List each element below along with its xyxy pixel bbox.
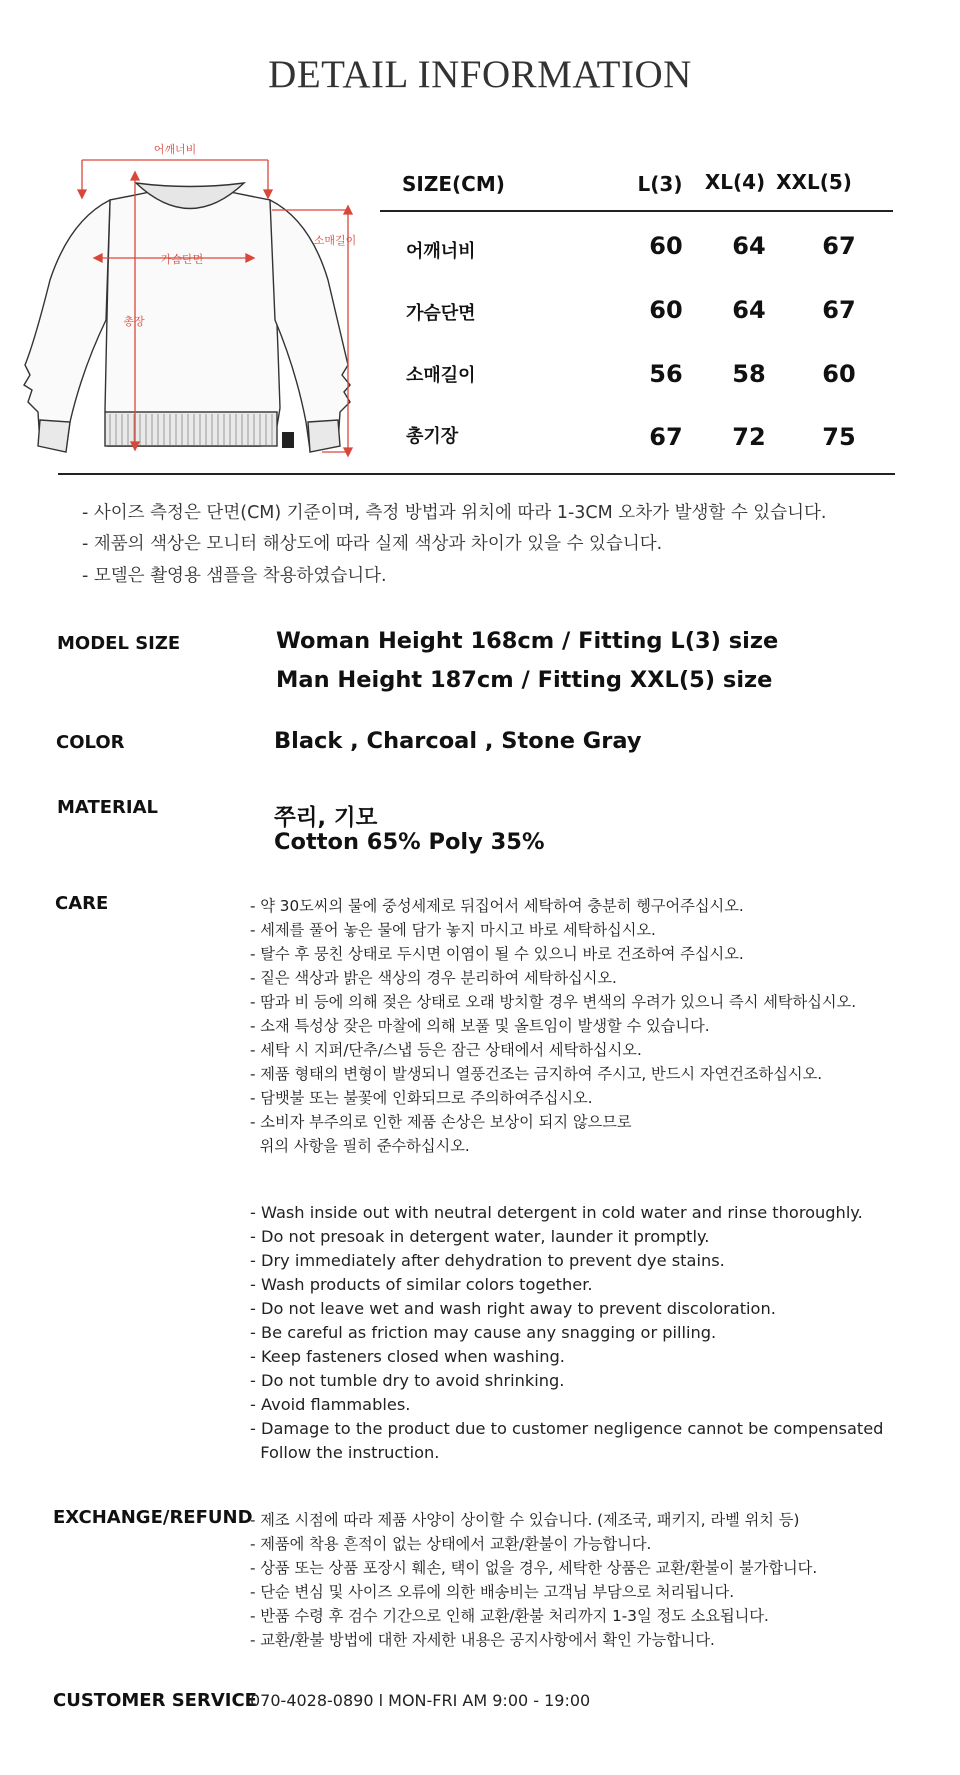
sweatshirt-diagram [10,143,370,470]
care-label: CARE [55,893,109,914]
row-label-shoulder: 어깨너비 [406,241,476,262]
care-ko-line: - 제품 형태의 변형이 발생되니 열풍건조는 금지하여 주시고, 반드시 자연건조하십시오. [250,1065,823,1083]
care-ko-line: 위의 사항을 필히 준수하십시오. [250,1137,470,1155]
material-label: MATERIAL [57,797,158,818]
exchange-line: - 상품 또는 상품 포장시 훼손, 택이 없을 경우, 세탁한 상품은 교환/환불이 불가합니다. [250,1559,818,1577]
note-line: - 사이즈 측정은 단면(CM) 기준이며, 측정 방법과 위치에 따라 1-3CM 오차가 발생할 수 있습니다. [82,503,827,523]
color-value: Black , Charcoal , Stone Gray [274,728,642,754]
care-ko-line: - 소재 특성상 잦은 마찰에 의해 보풀 및 올트임이 발생할 수 있습니다. [250,1017,710,1035]
care-ko-line: - 짙은 색상과 밝은 색상의 경우 분리하여 세탁하십시오. [250,969,617,987]
care-ko-line: - 땀과 비 등에 의해 젖은 상태로 오래 방치할 경우 변색의 우려가 있으니 즉시 세탁하십시오. [250,993,857,1011]
care-ko-line: - 세탁 시 지퍼/단추/스냅 등은 잠근 상태에서 세탁하십시오. [250,1041,642,1059]
care-ko-line: - 소비자 부주의로 인한 제품 손상은 보상이 되지 않으므로 [250,1113,632,1131]
exchange-line: - 제조 시점에 따라 제품 사양이 상이할 수 있습니다. (제조국, 패키지, 라벨 위치 등) [250,1511,800,1529]
care-en-line: - Wash products of similar colors together. [250,1275,593,1294]
cell-chest-l: 60 [649,296,683,324]
cell-shoulder-xxl: 67 [822,232,856,260]
note-line: - 모델은 촬영용 샘플을 착용하였습니다. [82,566,387,586]
size-xl: XL(4) [704,170,766,194]
care-en-line: Follow the instruction. [250,1443,440,1462]
material-line: Cotton 65% Poly 35% [274,829,545,855]
cell-length-xl: 72 [732,423,766,451]
cell-shoulder-xl: 64 [732,232,766,260]
shoulder-measure-label: 어깨너비 [153,143,197,156]
care-en-line: - Keep fasteners closed when washing. [250,1347,565,1366]
care-ko-line: - 탈수 후 뭉친 상태로 두시면 이염이 될 수 있으니 바로 건조하여 주십시오. [250,945,744,963]
care-en-line: - Avoid flammables. [250,1395,411,1414]
exchange-line: - 교환/환불 방법에 대한 자세한 내용은 공지사항에서 확인 가능합니다. [250,1631,715,1649]
care-en-line: - Do not presoak in detergent water, launder it promptly. [250,1227,710,1246]
customer-service-label: CUSTOMER SERVICE [53,1690,257,1711]
chest-measure-label: 가슴단면 [160,253,204,266]
care-en-line: - Do not tumble dry to avoid shrinking. [250,1371,565,1390]
cell-length-l: 67 [649,423,683,451]
material-line: 쭈리, 기모 [274,805,378,831]
page-title: DETAIL INFORMATION [268,53,692,96]
exchange-line: - 반품 수령 후 검수 기간으로 인해 교환/환불 처리까지 1-3일 정도 소요됩니다. [250,1607,769,1625]
care-en-line: - Wash inside out with neutral detergent in cold water and rinse thoroughly. [250,1203,863,1222]
cell-chest-xxl: 67 [822,296,856,324]
exchange-line: - 단순 변심 및 사이즈 오류에 의한 배송비는 고객님 부담으로 처리됩니다. [250,1583,735,1601]
customer-service-value: 070-4028-0890 l MON-FRI AM 9:00 - 19:00 [250,1691,591,1710]
care-ko-line: - 세제를 풀어 놓은 물에 담가 놓지 마시고 바로 세탁하십시오. [250,921,656,939]
model-size-label: MODEL SIZE [57,633,181,654]
care-en-line: - Damage to the product due to customer negligence cannot be compensated [250,1419,884,1438]
size-header: SIZE(CM) [402,172,505,196]
care-ko-line: - 약 30도씨의 물에 중성세제로 뒤집어서 세탁하여 충분히 헹구어주십시오. [250,897,744,915]
table-bottom-rule [58,473,895,475]
table-top-rule [380,210,893,212]
sleeve-measure-label: 소매길이 [313,234,357,247]
label-tag-icon [282,432,294,448]
exchange-label: EXCHANGE/REFUND [53,1507,253,1528]
cell-sleeve-xxl: 60 [822,360,856,388]
cell-sleeve-l: 56 [649,360,683,388]
model-size-line: Man Height 187cm / Fitting XXL(5) size [276,667,773,693]
care-en-line: - Dry immediately after dehydration to prevent dye stains. [250,1251,725,1270]
color-label: COLOR [56,732,125,753]
care-en-line: - Be careful as friction may cause any snagging or pilling. [250,1323,717,1342]
size-l: L(3) [637,172,683,196]
row-label-total-length: 총기장 [406,426,459,447]
exchange-line: - 제품에 착용 흔적이 없는 상태에서 교환/환불이 가능합니다. [250,1535,652,1553]
care-en-line: - Do not leave wet and wash right away to prevent discoloration. [250,1299,776,1318]
cell-sleeve-xl: 58 [732,360,766,388]
cell-shoulder-l: 60 [649,232,683,260]
row-label-sleeve: 소매길이 [406,365,476,386]
row-label-chest: 가슴단면 [406,303,476,324]
size-xxl: XXL(5) [776,170,852,194]
cell-chest-xl: 64 [732,296,766,324]
note-line: - 제품의 색상은 모니터 해상도에 따라 실제 색상과 차이가 있을 수 있습니다. [82,534,663,554]
length-measure-label: 총장 [123,315,145,328]
care-ko-line: - 담뱃불 또는 불꽃에 인화되므로 주의하여주십시오. [250,1089,593,1107]
model-size-line: Woman Height 168cm / Fitting L(3) size [276,628,779,654]
cell-length-xxl: 75 [822,423,856,451]
